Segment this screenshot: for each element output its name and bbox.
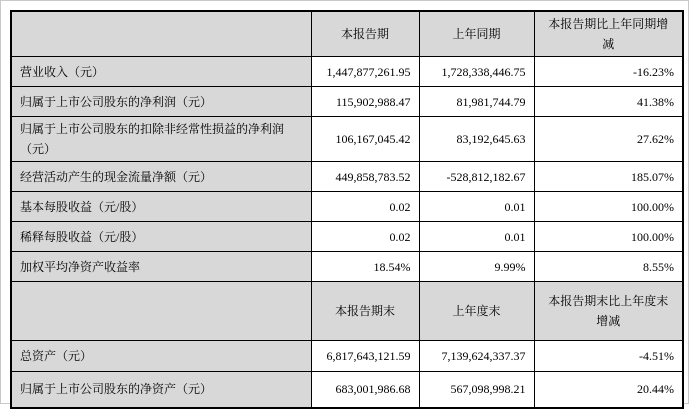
- prior-period-value: 83,192,645.63: [419, 117, 534, 162]
- current-period-header: 本报告期: [311, 11, 419, 57]
- table-row-net-assets: [11, 372, 683, 408]
- table-row-revenue: [11, 57, 683, 87]
- row-label: 加权平均净资产收益率: [11, 252, 311, 282]
- prior-period-value: 9.99%: [419, 252, 534, 282]
- period-change-header: 本报告期比上年同期增减: [534, 11, 683, 57]
- change-value: 185.07%: [534, 162, 683, 192]
- table-row-total-assets: [11, 341, 683, 372]
- change-value: 41.38%: [534, 87, 683, 117]
- prior-period-value: 1,728,338,446.75: [419, 57, 534, 87]
- table-row-weighted-avg-roe: [11, 252, 683, 282]
- prior-period-value: 0.01: [419, 222, 534, 252]
- change-value: 27.62%: [534, 117, 683, 162]
- yearend-header-row: [11, 282, 683, 341]
- yearend-change-header: 本报告期末比上年度末增减: [534, 282, 683, 341]
- change-value: 8.55%: [534, 252, 683, 282]
- row-label: 归属于上市公司股东的净利润（元）: [11, 87, 311, 117]
- change-value: 100.00%: [534, 192, 683, 222]
- change-value: -4.51%: [534, 341, 683, 372]
- prior-period-value: 0.01: [419, 192, 534, 222]
- current-period-value: 0.02: [311, 192, 419, 222]
- current-period-end-value: 6,817,643,121.59: [311, 341, 419, 372]
- current-period-value: 18.54%: [311, 252, 419, 282]
- prior-yearend-header: 上年度末: [419, 282, 534, 341]
- table-row-operating-cash-flow: [11, 162, 683, 192]
- key-financials-table: [10, 10, 684, 409]
- prior-period-header: 上年同期: [419, 11, 534, 57]
- prior-yearend-value: 7,139,624,337.37: [419, 341, 534, 372]
- change-value: -16.23%: [534, 57, 683, 87]
- current-period-value: 115,902,988.47: [311, 87, 419, 117]
- table-row-net-profit-excl-nonrecurring: [11, 117, 683, 162]
- current-period-value: 0.02: [311, 222, 419, 252]
- row-label: 基本每股收益（元/股）: [11, 192, 311, 222]
- current-period-value: 449,858,783.52: [311, 162, 419, 192]
- period-header-row: [11, 11, 683, 57]
- corner-blank-cell: [11, 11, 311, 57]
- row-label: 营业收入（元）: [11, 57, 311, 87]
- row-label: 总资产（元）: [11, 341, 311, 372]
- current-period-end-value: 683,001,986.68: [311, 372, 419, 408]
- change-value: 20.44%: [534, 372, 683, 408]
- corner-blank-cell: [11, 282, 311, 341]
- table-row-net-profit: [11, 87, 683, 117]
- prior-period-value: -528,812,182.67: [419, 162, 534, 192]
- prior-period-value: 81,981,744.79: [419, 87, 534, 117]
- prior-yearend-value: 567,098,998.21: [419, 372, 534, 408]
- row-label: 归属于上市公司股东的净资产（元）: [11, 372, 311, 408]
- table-row-basic-eps: [11, 192, 683, 222]
- row-label: 稀释每股收益（元/股）: [11, 222, 311, 252]
- current-period-value: 1,447,877,261.95: [311, 57, 419, 87]
- current-period-end-header: 本报告期末: [311, 282, 419, 341]
- table-row-diluted-eps: [11, 222, 683, 252]
- row-label: 经营活动产生的现金流量净额（元）: [11, 162, 311, 192]
- change-value: 100.00%: [534, 222, 683, 252]
- current-period-value: 106,167,045.42: [311, 117, 419, 162]
- row-label: 归属于上市公司股东的扣除非经常性损益的净利润（元）: [11, 117, 311, 162]
